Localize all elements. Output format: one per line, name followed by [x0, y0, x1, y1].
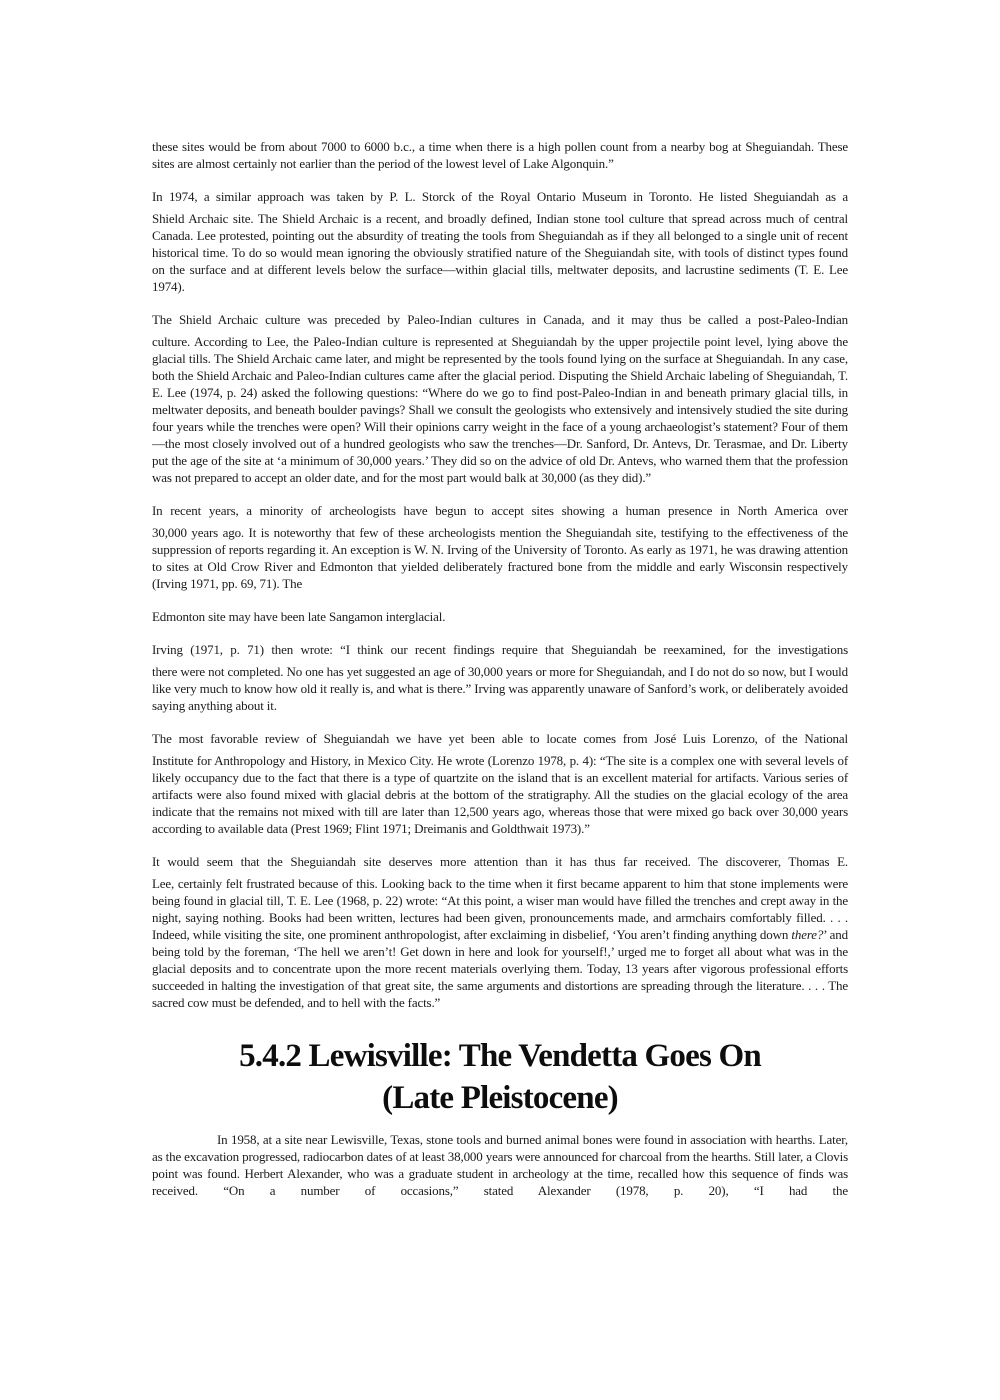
section-heading: [152, 1035, 848, 1119]
paragraph-lead-line: In 1974, a similar approach was taken by P. L. Storck of the Royal Ontario Museum in Toronto. He listed Sheguiandah as a: [152, 189, 848, 204]
section-heading-line-1: 5.4.2 Lewisville: The Vendetta Goes On: [239, 1038, 761, 1074]
paragraph-recent-years: [152, 502, 848, 592]
paragraph-continuation: these sites would be from about 7000 to 6000 b.c., a time when there is a high pollen count from a nearby bog at Sheguiandah. These sites are almost certainly not earlier than the period of the lowest level of Lake Algonquin.”: [152, 139, 848, 171]
paragraph-body: culture. According to Lee, the Paleo-Indian culture is represented at Sheguiandah by the upper projectile point level, lying above the glacial tills. The Shield Archaic came later, and might be represented by the tools found lying on the surface at Sheguiandah. In any case, both the Shield Archaic and Paleo-Indian cultures came after the glacial period. Disputing the Shield Archaic labeling of Sheguiandah, T. E. Lee (1974, p. 24) asked the following questions: “Where do we go to find post-Paleo-Indian in and beneath primary glacial tills, in meltwater deposits, and beneath boulder pavings? Shall we consult the geologists who extensively and intensively studied the site during four years while the trenches were open? Will their opinions carry weight in the face of a young archaeologist’s statement? Four of them—the most closely involved out of a hundred geologists who saw the trenches—Dr. Sanford, Dr. Antevs, Dr. Terasmae, and Dr. Liberty put the age of the site at ‘a minimum of 30,000 years.’ They did so on the advice of old Dr. Antevs, who warned them that the profession was not prepared to accept an older date, and for the most part would balk at 30,000 (as they did).”: [152, 334, 848, 485]
paragraph-edmonton: Edmonton site may have been late Sangamon interglacial.: [152, 609, 446, 624]
section-heading-line-2: (Late Pleistocene): [382, 1080, 618, 1116]
paragraph-lead-line: Irving (1971, p. 71) then wrote: “I think our recent findings require that Sheguiandah be reexamined, for the investigations: [152, 642, 848, 657]
paragraph-lewisville-intro: In 1958, at a site near Lewisville, Texas, stone tools and burned animal bones were found in association with hearths. Later, as the excavation progressed, radiocarbon dates of at least 38,000 years were announced for charcoal from the hearths. Still later, a Clovis point was found. Herbert Alexander, who was a graduate student in archeology at the time, recalled how this sequence of finds was received. “On a number of occasions,” stated Alexander (1978, p. 20), “I had the: [152, 1132, 848, 1198]
paragraph-body: Shield Archaic site. The Shield Archaic is a recent, and broadly defined, Indian stone tool culture that spread across much of central Canada. Lee protested, pointing out the absurdity of treating the tools from Sheguiandah as if they all belonged to a single unit of recent historical time. To do so would mean ignoring the obviously stratified nature of the Sheguiandah site, with tools of distinct types found on the surface and at different levels below the surface—within glacial tills, meltwater deposits, and lacrustine sediments (T. E. Lee 1974).: [152, 211, 848, 294]
paragraph-lead-line: The Shield Archaic culture was preceded by Paleo-Indian cultures in Canada, and it may thus be called a post-Paleo-Indian: [152, 312, 848, 327]
paragraph-body: 30,000 years ago. It is noteworthy that few of these archeologists mention the Sheguiandah site, testifying to the effectiveness of the suppression of reports regarding it. An exception is W. N. Irving of the University of Toronto. As early as 1971, he was drawing attention to sites at Old Crow River and Edmonton that yielded deliberately fractured bone from the middle and early Wisconsin respectively (Irving 1971, pp. 69, 71). The: [152, 525, 848, 591]
paragraph-lead-line: It would seem that the Sheguiandah site deserves more attention than it has thus far received. The discoverer, Thomas E.: [152, 854, 848, 869]
paragraph-body: there were not completed. No one has yet suggested an age of 30,000 years or more for Sheguiandah, and I do not do so now, but I would like very much to know how old it really is, and what is there.” Irving was apparently unaware of Sanford’s work, or deliberately avoided saying anything about it.: [152, 664, 848, 713]
italic-word: there?: [791, 927, 824, 942]
paragraph-body: [152, 875, 848, 1011]
paragraph-lead-line: The most favorable review of Sheguiandah we have yet been able to locate comes from José Luis Lorenzo, of the National: [152, 731, 848, 746]
paragraph-text-segment: ’ and being told by the foreman, ‘The hell we aren’t! Get down in here and look for yourself!,’ urged me to forget all about what was in the glacial deposits and to concentrate upon the more recent materials overlying them. Today, 13 years after vigorous professional efforts succeeded in halting the investigation of that great site, the same arguments and distortions are spreading through the literature. . . . The sacred cow must be defended, and to hell with the facts.”: [152, 927, 849, 1010]
paragraph-lorenzo-review: [152, 730, 848, 837]
paragraph-lee-frustration: [152, 853, 848, 1011]
paragraph-lead-line: In recent years, a minority of archeologists have begun to accept sites showing a human presence in North America over: [152, 503, 848, 518]
paragraph-text-segment: Lee, certainly felt frustrated because of this. Looking back to the time when it first became apparent to him that stone implements were being found in glacial till, T. E. Lee (1968, p. 22) wrote: “At this point, a wiser man would have filled the trenches and crept away in the night, saying nothing. Books had been written, lectures had been given, pronouncements made, and armchairs comfortably filled. . . . Indeed, while visiting the site, one prominent anthropologist, after exclaiming in disbelief, ‘You aren’t finding anything down: [152, 876, 848, 942]
text-column: [152, 138, 848, 1199]
paragraph-irving-quote: [152, 641, 848, 714]
paragraph-body: Institute for Anthropology and History, in Mexico City. He wrote (Lorenzo 1978, p. 4): “The site is a complex one with several levels of likely occupancy due to the fact that there is a type of quartzite on the island that is an excellent material for artifacts. Various series of artifacts were also found mixed with glacial debris at the bottom of the stratigraphy. All the studies on the glacial ecology of the area indicate that the remains not mixed with till are later than 12,500 years ago, whereas those that were mixed go back over 30,000 years according to available data (Prest 1969; Flint 1971; Dreimanis and Goldthwait 1973).”: [152, 753, 848, 836]
paragraph-shield-archaic: [152, 311, 848, 486]
paragraph-storck: [152, 188, 848, 295]
